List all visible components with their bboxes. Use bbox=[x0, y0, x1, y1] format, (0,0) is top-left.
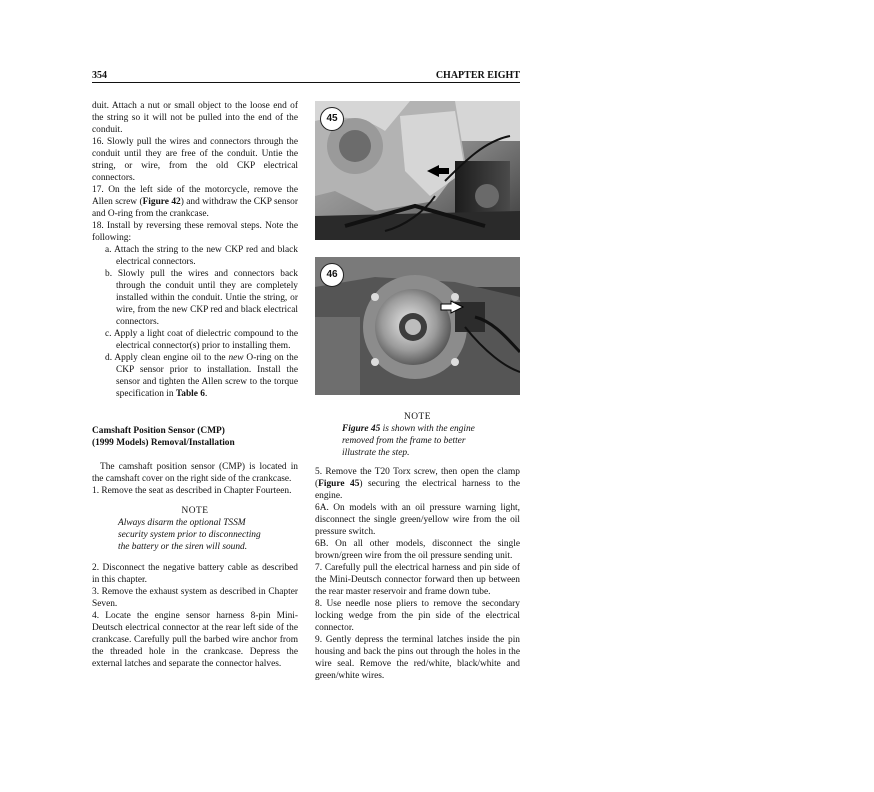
page-header bbox=[92, 70, 520, 83]
chapter-title: CHAPTER EIGHT bbox=[435, 70, 520, 81]
step-4: 4. Locate the engine sensor harness 8-pin Mini-Deutsch electrical connector at the rear left side of the crankcase. Carefully pull the barbed wire anchor from the threaded hole in the crankcase. Depress the external latches and separate the connector halves. bbox=[92, 611, 298, 669]
page-number: 354 bbox=[92, 70, 107, 81]
note-title: NOTE bbox=[181, 506, 209, 516]
section-heading-line-2: (1999 Models) Removal/Installation bbox=[92, 438, 235, 448]
note-body: Figure 45 is shown with the engine removed from the frame to better illustrate the step. bbox=[342, 424, 475, 458]
substep-c: c. Apply a light coat of dielectric compound to the electrical connector(s) prior to installing them. bbox=[105, 329, 298, 351]
figure-badge bbox=[320, 107, 344, 131]
step-6a: 6A. On models with an oil pressure warning light, disconnect the single green/yellow wire from the oil pressure switch. bbox=[315, 503, 520, 537]
section-heading-line-1: Camshaft Position Sensor (CMP) bbox=[92, 426, 225, 436]
step-5: 5. Remove the T20 Torx screw, then open the clamp (Figure 45) securing the electrical harness to the engine. bbox=[315, 467, 521, 501]
figure-46-photo bbox=[315, 257, 520, 395]
table-reference: Table 6 bbox=[175, 389, 205, 399]
step-17: 17. On the left side of the motorcycle, remove the Allen screw (Figure 42) and withdraw the CKP sensor and O-ring from the crankcase. bbox=[92, 185, 298, 219]
step-9: 9. Gently depress the terminal latches inside the pin housing and back the pins out through the holes in the wire seal. Remove the red/white, black/white and green/white wires. bbox=[315, 635, 520, 681]
figure-note bbox=[315, 411, 520, 459]
engine-photo-46 bbox=[315, 257, 520, 395]
paragraph-continuation: duit. Attach a nut or small object to the loose end of the string so it will not be pulled into the end of the conduit. bbox=[92, 101, 298, 135]
step-7: 7. Carefully pull the electrical harness and pin side of the Mini-Deutsch connector forward then up between the rear master reservoir and frame down tube. bbox=[315, 563, 520, 597]
figure-45-photo bbox=[315, 101, 520, 240]
right-column bbox=[315, 466, 520, 682]
step-1: 1. Remove the seat as described in Chapter Fourteen. bbox=[92, 486, 292, 496]
left-column bbox=[92, 100, 298, 670]
figure-number: 45 bbox=[326, 113, 338, 124]
engine-photo-45 bbox=[315, 101, 520, 240]
note-title: NOTE bbox=[404, 412, 431, 422]
step-3: 3. Remove the exhaust system as described in Chapter Seven. bbox=[92, 587, 298, 609]
step-8: 8. Use needle nose pliers to remove the secondary locking wedge from the pin side of the electrical connector. bbox=[315, 599, 520, 633]
figure-number: 46 bbox=[326, 269, 338, 280]
substep-a: a. Attach the string to the new CKP red and black electrical connectors. bbox=[105, 245, 298, 267]
substep-b: b. Slowly pull the wires and connectors back through the conduit until they are completely installed within the conduit. Untie the string, or wire, from the new CKP red and black electrical connectors. bbox=[105, 269, 298, 327]
step-16: 16. Slowly pull the wires and connectors through the conduit until they are free of the conduit. Untie the string, or wire, from the old CKP electrical connectors. bbox=[92, 137, 298, 183]
section-intro: The camshaft position sensor (CMP) is located in the camshaft cover on the right side of the crankcase. bbox=[92, 462, 298, 484]
figure-reference: Figure 45 bbox=[342, 424, 381, 434]
figure-reference: Figure 45 bbox=[318, 479, 360, 489]
substep-d: d. Apply clean engine oil to the new O-ring on the CKP sensor prior to installation. Install the sensor and tighten the Allen screw to the torque specification in Table 6. bbox=[105, 353, 298, 399]
note-body: Always disarm the optional TSSM security system prior to disconnecting the battery or the siren will sound. bbox=[118, 518, 261, 552]
figure-badge bbox=[320, 263, 344, 287]
figure-reference: Figure 42 bbox=[142, 197, 181, 207]
step-2: 2. Disconnect the negative battery cable as described in this chapter. bbox=[92, 563, 298, 585]
step-6b: 6B. On all other models, disconnect the single brown/green wire from the oil pressure sending unit. bbox=[315, 539, 520, 561]
note-box bbox=[92, 505, 298, 553]
step-18: 18. Install by reversing these removal steps. Note the following: bbox=[92, 221, 298, 243]
